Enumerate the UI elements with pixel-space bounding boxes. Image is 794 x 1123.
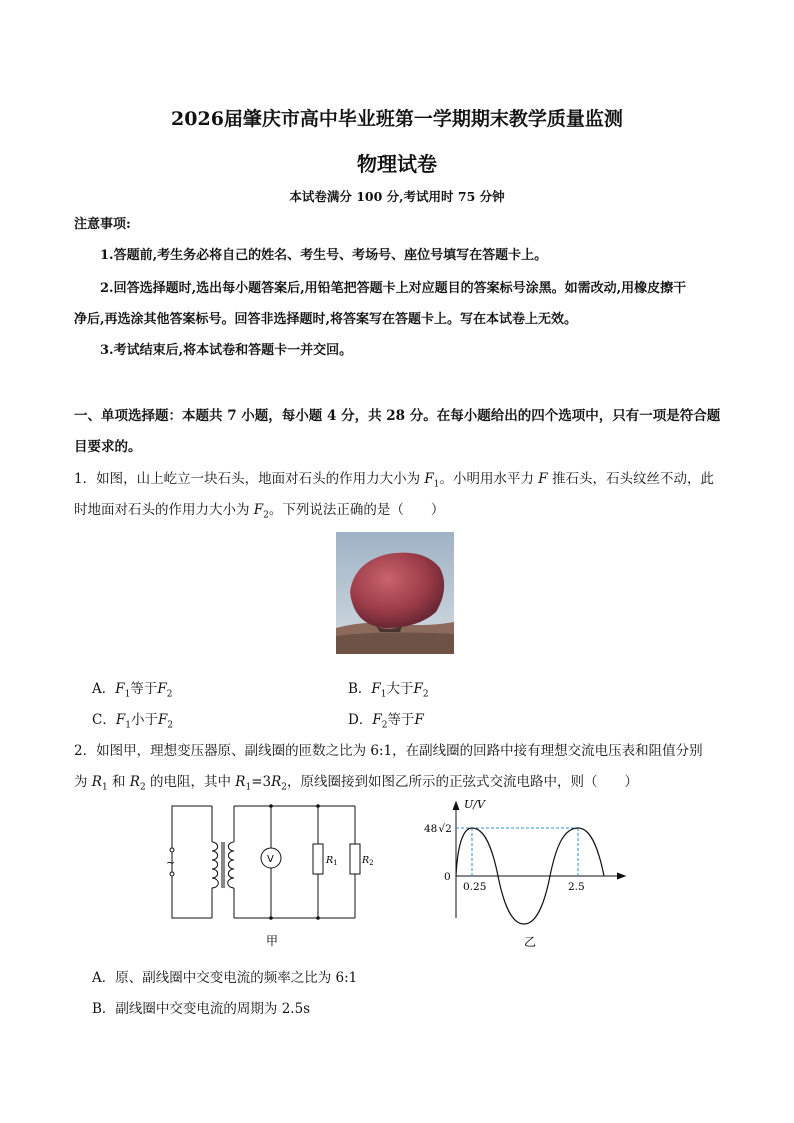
q2-option-a[interactable]: A．原、副线圈中交变电流的频率之比为 6:1 (92, 970, 358, 986)
x-tick-2-5: 2.5 (568, 881, 585, 893)
y-tick-peak: 48√2 (424, 823, 452, 835)
transformer-circuit-diagram (160, 800, 375, 950)
q1-option-b[interactable]: B．$F_1$大于$F_2$ (348, 681, 429, 700)
notes-item-3: 3.考试结束后,将本试卷和答题卡一并交回。 (100, 343, 353, 358)
rock-photo (336, 532, 454, 654)
r1-label: $R_1$ (326, 855, 338, 867)
section-1-heading-line-2: 目要求的。 (74, 439, 142, 455)
q1-stem-line-2: 时地面对石头的作用力大小为 $F_2$。下列说法正确的是（ ） (74, 502, 445, 521)
q2-option-b[interactable]: B．副线圈中交变电流的周期为 2.5s (92, 1001, 311, 1017)
q1-stem-line-1: 1．如图，山上屹立一块石头，地面对石头的作用力大小为 $F_1$。小明用水平力 F 推石头，石头纹丝不动，此 (74, 471, 714, 490)
r2-label: $R_2$ (362, 855, 374, 867)
figure-caption-jia: 甲 (266, 934, 279, 948)
section-1-heading-line-1: 一、单项选择题：本题共 7 小题，每小题 4 分，共 28 分。在每小题给出的四个选项中，只有一项是符合题 (74, 408, 721, 424)
figure-caption-yi: 乙 (524, 935, 537, 949)
exam-subject: 物理试卷 (357, 152, 437, 176)
notes-heading: 注意事项: (74, 217, 131, 232)
voltage-time-graph (418, 796, 633, 956)
q1-option-a[interactable]: A．$F_1$等于$F_2$ (92, 681, 173, 700)
exam-title: 2026届肇庆市高中毕业班第一学期期末教学质量监测 (171, 108, 623, 130)
x-tick-0-25: 0.25 (463, 881, 487, 893)
q2-stem-line-2: 为 $R_1$ 和 $R_2$ 的电阻，其中 $R_1=3R_2$，原线圈接到如图乙所示的正弦式交流电路中，则（ ） (74, 774, 639, 793)
exam-info: 本试卷满分 100 分,考试用时 75 分钟 (289, 189, 505, 204)
origin-label: 0 (444, 871, 451, 883)
voltmeter-label: V (267, 854, 274, 865)
notes-item-2-line-2: 净后,再选涂其他答案标号。回答非选择题时,将答案写在答题卡上。写在本试卷上无效。 (74, 312, 578, 327)
y-axis-label: U/V (464, 798, 485, 811)
q1-option-c[interactable]: C．$F_1$小于$F_2$ (92, 712, 174, 731)
ac-source-symbol: ~ (166, 856, 176, 869)
notes-item-1: 1.答题前,考生务必将自己的姓名、考生号、考场号、座位号填写在答题卡上。 (100, 248, 548, 263)
q2-stem-line-1: 2．如图甲，理想变压器原、副线圈的匝数之比为 6:1，在副线圈的回路中接有理想交流电压表和阻值分别 (74, 743, 703, 759)
q1-option-d[interactable]: D．$F_2$等于F (348, 712, 424, 731)
notes-item-2-line-1: 2.回答选择题时,选出每小题答案后,用铅笔把答题卡上对应题目的答案标号涂黑。如需改动,用橡皮擦干 (100, 281, 687, 296)
